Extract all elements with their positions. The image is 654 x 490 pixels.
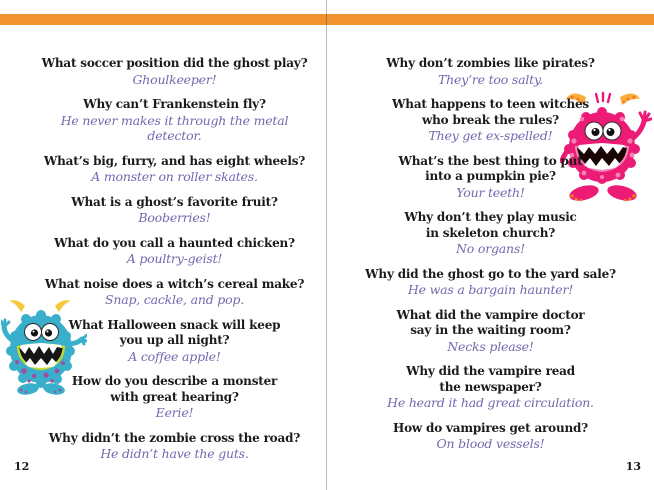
joke-question: What Halloween snack will keep you up all night?: [68, 317, 281, 347]
joke-question: Why did the ghost go to the yard sale?: [365, 266, 616, 281]
joke-question: Why can’t Frankenstein fly?: [83, 97, 266, 111]
joke-question: How do vampires get around?: [392, 420, 589, 435]
joke-question: Why don’t zombies like pirates?: [386, 56, 595, 70]
joke-block: [345, 56, 636, 87]
joke-answer: Necks please!: [447, 338, 534, 354]
joke-answer: Booberries!: [138, 210, 211, 225]
joke-block: [345, 97, 636, 144]
joke-block: [32, 318, 317, 365]
jokes-list-left: [32, 56, 317, 462]
joke-block: [32, 236, 317, 267]
orange-accent-bar: [0, 14, 654, 25]
joke-question: Why did the vampire read the newspaper?: [406, 364, 575, 394]
joke-question: What’s big, furry, and has eight wheels?: [43, 153, 306, 168]
page-number-left: 12: [14, 460, 30, 473]
joke-block: [32, 374, 317, 421]
page-right: [327, 25, 654, 490]
joke-block: [32, 154, 317, 185]
joke-block: [345, 364, 636, 411]
joke-answer: They get ex-spelled!: [428, 128, 553, 143]
joke-block: [345, 421, 636, 452]
joke-answer: They’re too salty.: [438, 71, 543, 87]
joke-block: [32, 431, 317, 462]
joke-question: Why don’t they play music in skeleton church?: [404, 210, 577, 240]
joke-answer: Snap, cackle, and pop.: [105, 292, 244, 307]
joke-block: [345, 267, 636, 298]
joke-answer: A monster on roller skates.: [91, 169, 258, 184]
joke-answer: Eerie!: [155, 405, 194, 420]
page-gutter-divider: [326, 0, 327, 490]
joke-answer: He was a bargain haunter!: [407, 282, 574, 297]
joke-block: [32, 277, 317, 308]
joke-block: [32, 195, 317, 226]
joke-answer: On blood vessels!: [436, 436, 545, 451]
jokes-list-right: [345, 56, 636, 452]
joke-question: Why didn’t the zombie cross the road?: [48, 430, 301, 445]
page-number-right: 13: [625, 460, 641, 473]
joke-question: What’s the best thing to put into a pumpkin pie?: [398, 153, 583, 183]
joke-block: [345, 308, 636, 355]
joke-question: How do you describe a monster with great hearing?: [71, 374, 278, 404]
joke-answer: A poultry-geist!: [126, 251, 223, 266]
joke-question: What did the vampire doctor say in the waiting room?: [396, 307, 585, 337]
joke-answer: Your teeth!: [456, 184, 525, 200]
joke-question: What noise does a witch’s cereal make?: [44, 276, 305, 291]
joke-block: [32, 97, 317, 144]
joke-block: [32, 56, 317, 87]
joke-question: What soccer position did the ghost play?: [41, 56, 308, 70]
joke-answer: Ghoulkeeper!: [132, 71, 217, 87]
page-left: [0, 25, 327, 490]
joke-answer: He heard it had great circulation.: [387, 395, 594, 410]
joke-question: What is a ghost’s favorite fruit?: [71, 194, 278, 209]
joke-answer: He didn’t have the guts.: [100, 446, 249, 461]
joke-block: [345, 154, 636, 201]
joke-question: What happens to teen witches who break the rules?: [392, 97, 589, 127]
joke-answer: He never makes it through the metal detector.: [60, 112, 289, 143]
joke-block: [345, 210, 636, 257]
joke-answer: No organs!: [456, 241, 525, 256]
joke-answer: A coffee apple!: [128, 348, 221, 364]
joke-question: What do you call a haunted chicken?: [54, 235, 295, 250]
